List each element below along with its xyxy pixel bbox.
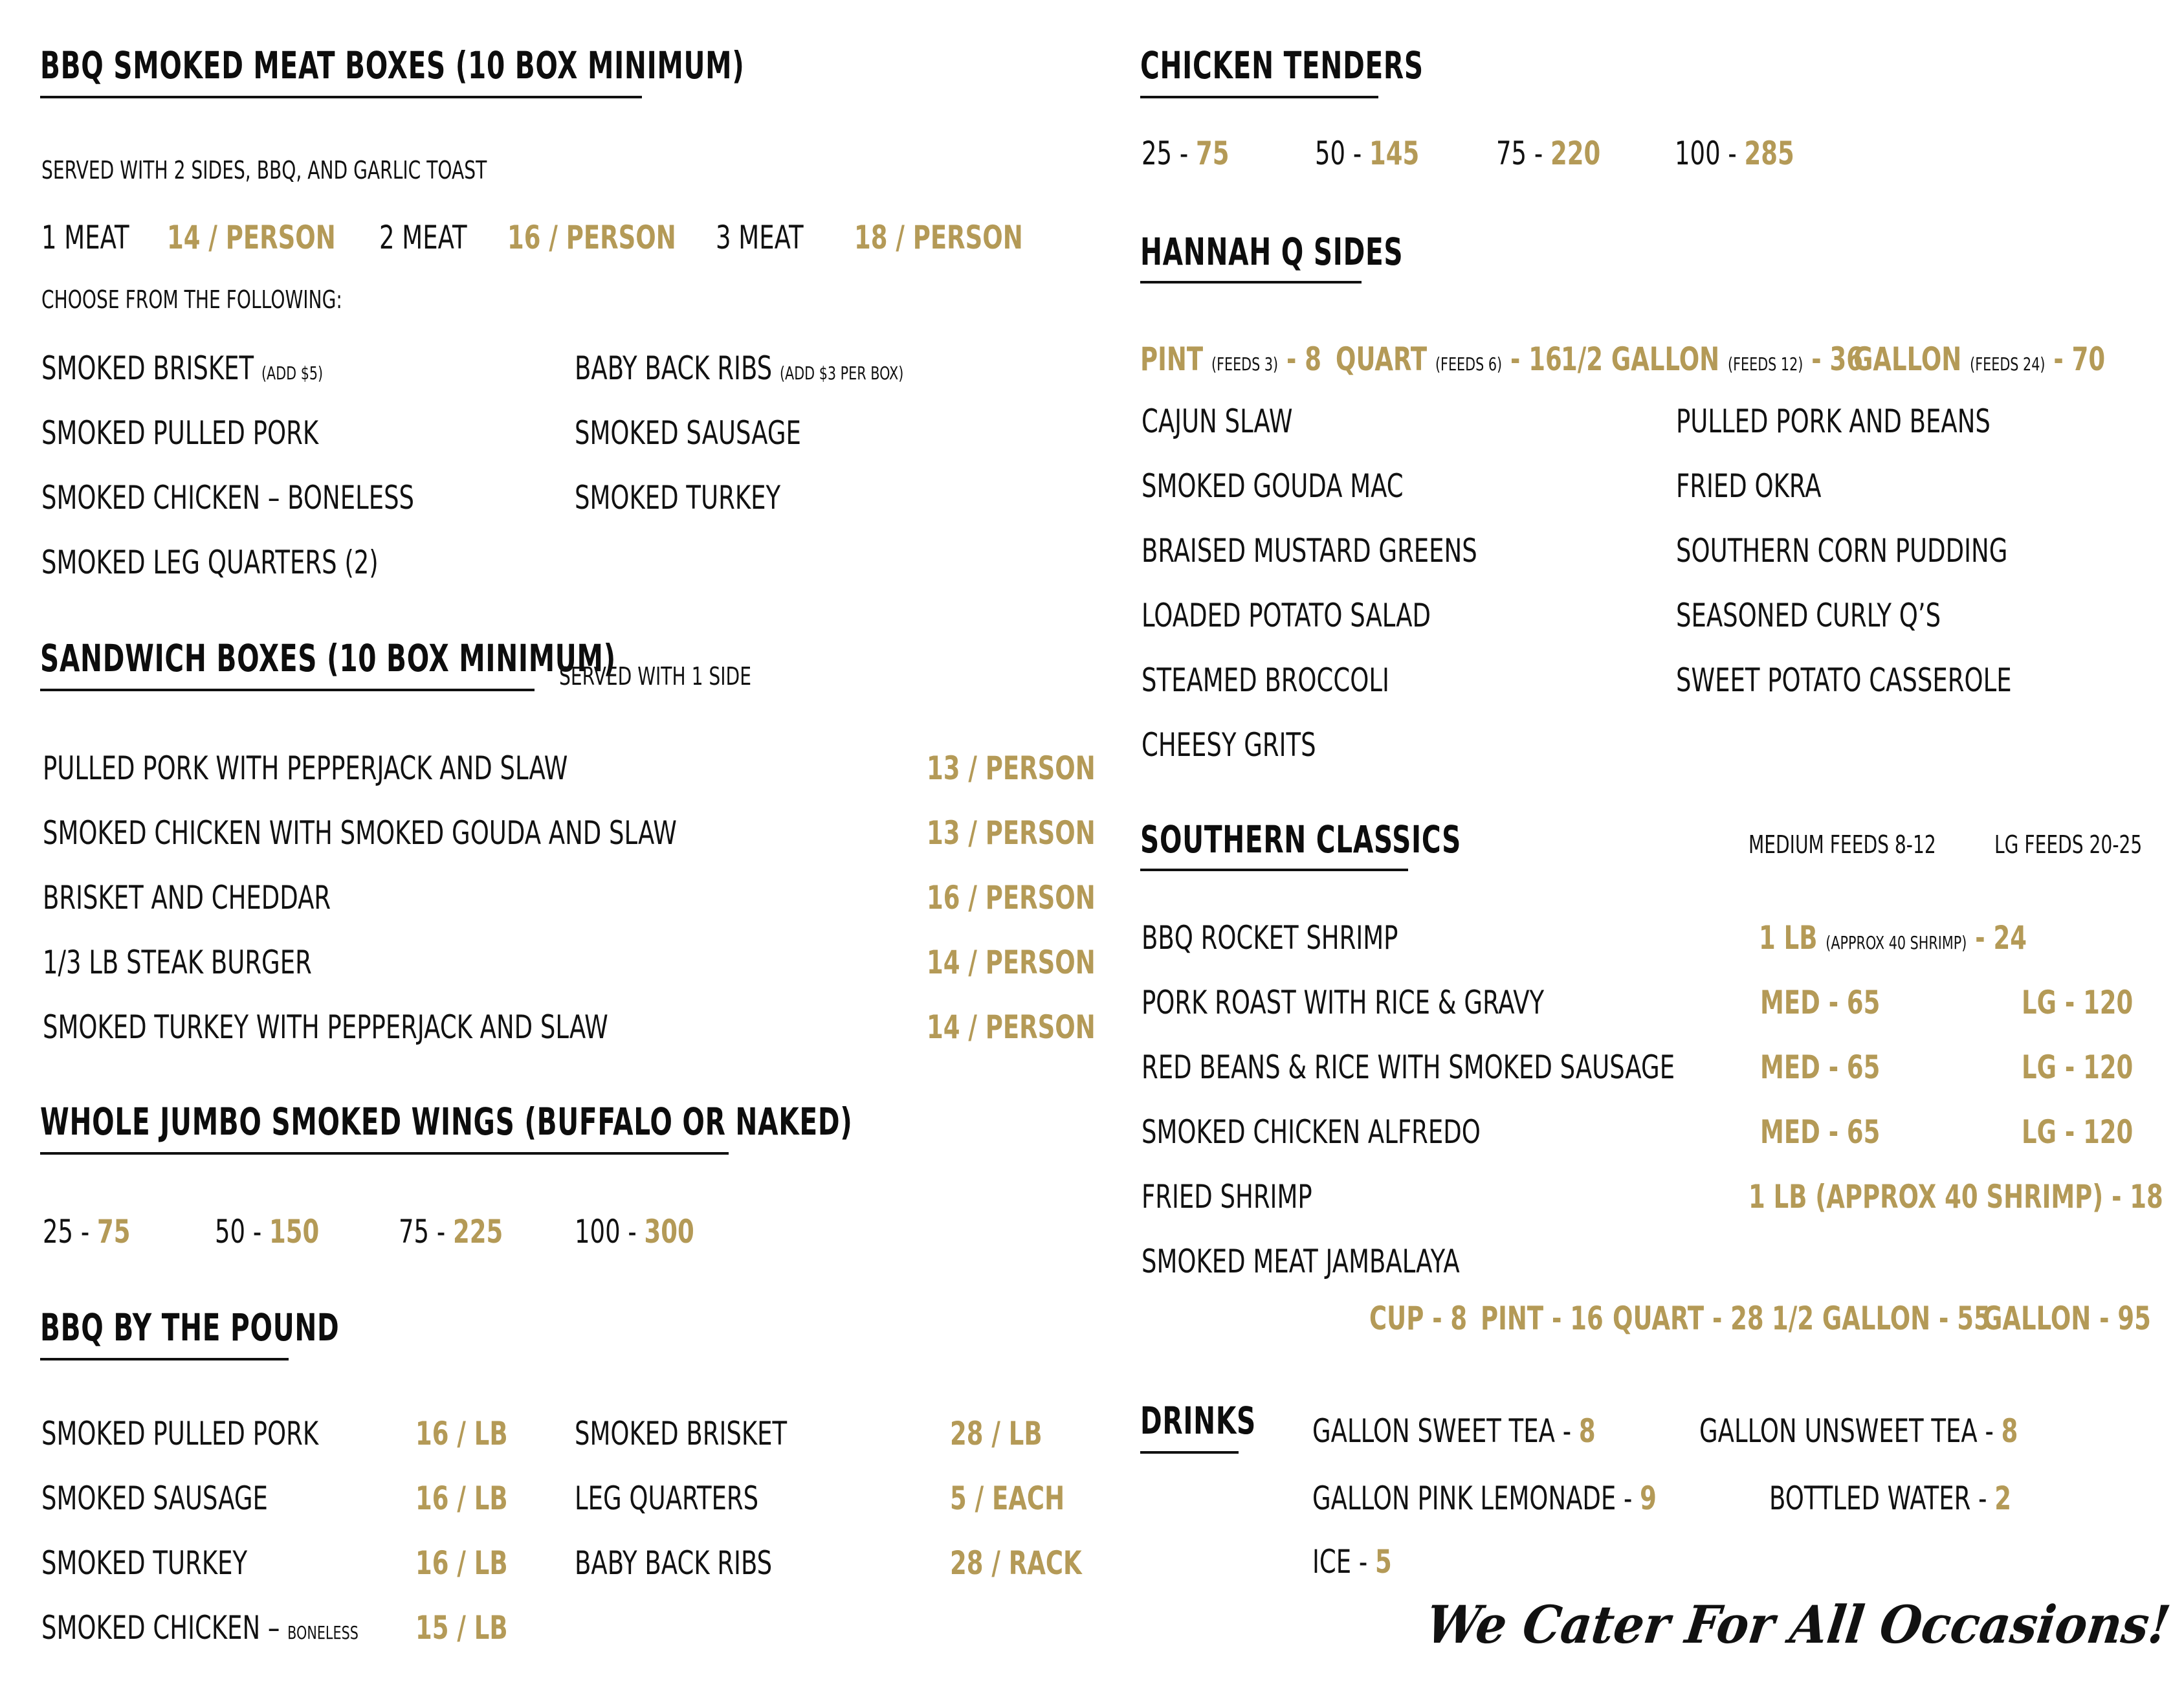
southern-price: 1 LB (APPROX 40 SHRIMP) - 24 — [1759, 919, 2027, 957]
drink-item: ICE - 5 — [1312, 1543, 1392, 1581]
choice-item: BABY BACK RIBS (ADD $3 PER BOX) — [575, 350, 904, 387]
side-item: CHEESY GRITS — [1142, 726, 1316, 764]
sandwich-price: 13 / PERSON — [927, 750, 1096, 787]
sandwich-heading: SANDWICH BOXES (10 BOX MINIMUM) — [40, 636, 616, 680]
sandwich-item: 1/3 LB STEAK BURGER — [43, 944, 312, 981]
side-item: CAJUN SLAW — [1142, 403, 1293, 440]
tier-2-price: 16 / PERSON — [507, 219, 676, 256]
wings-heading: WHOLE JUMBO SMOKED WINGS (BUFFALO OR NAKED) — [40, 1100, 853, 1144]
choice-item: SMOKED PULLED PORK — [41, 414, 319, 452]
side-item: SMOKED GOUDA MAC — [1142, 467, 1404, 505]
pound-price: 15 / LB — [415, 1609, 508, 1647]
jambalaya-size: 1/2 GALLON - 55 — [1772, 1300, 1991, 1337]
side-size-quart: QUART (FEEDS 6) - 16 — [1336, 340, 1562, 378]
sandwich-item: BRISKET AND CHEDDAR — [43, 879, 331, 916]
heading-underline — [1140, 1451, 1239, 1454]
drinks-heading: DRINKS — [1140, 1399, 1256, 1443]
southern-price-med: MED - 65 — [1760, 1049, 1881, 1086]
southern-item: FRIED SHRIMP — [1142, 1178, 1312, 1216]
southern-item: PORK ROAST WITH RICE & GRAVY — [1142, 984, 1545, 1021]
medium-feeds-note: MEDIUM FEEDS 8-12 — [1748, 830, 1936, 859]
tier-3-price: 18 / PERSON — [854, 219, 1023, 256]
jambalaya-size: GALLON - 95 — [1983, 1300, 2151, 1337]
jambalaya-size: QUART - 28 — [1613, 1300, 1764, 1337]
pound-item: LEG QUARTERS — [575, 1480, 759, 1517]
heading-underline — [40, 1358, 289, 1360]
heading-underline — [1140, 869, 1408, 871]
tier-2-label: 2 MEAT — [379, 219, 467, 256]
tenders-tier: 100 - 285 — [1675, 135, 1794, 172]
choose-note: CHOOSE FROM THE FOLLOWING: — [41, 285, 342, 314]
southern-price-lg: LG - 120 — [2022, 1113, 2134, 1151]
sandwich-price: 14 / PERSON — [927, 1008, 1096, 1046]
tenders-heading: CHICKEN TENDERS — [1140, 43, 1424, 87]
pound-price: 28 / LB — [950, 1415, 1042, 1452]
southern-item: RED BEANS & RICE WITH SMOKED SAUSAGE — [1142, 1049, 1675, 1086]
bbq-boxes-heading: BBQ SMOKED MEAT BOXES (10 BOX MINIMUM) — [40, 43, 745, 87]
tenders-tier: 50 - 145 — [1315, 135, 1420, 172]
pound-item: SMOKED TURKEY — [41, 1544, 248, 1582]
tier-1-price: 14 / PERSON — [167, 219, 336, 256]
pound-price: 16 / LB — [415, 1544, 508, 1582]
southern-price-lg: LG - 120 — [2022, 1049, 2134, 1086]
side-item: SWEET POTATO CASSEROLE — [1676, 661, 2012, 699]
southern-item: SMOKED MEAT JAMBALAYA — [1142, 1243, 1460, 1280]
heading-underline — [1140, 281, 1362, 283]
pound-item: SMOKED CHICKEN – BONELESS — [41, 1609, 358, 1647]
southern-price: 1 LB (APPROX 40 SHRIMP) - 18 — [1748, 1178, 2163, 1216]
sandwich-item: SMOKED TURKEY WITH PEPPERJACK AND SLAW — [43, 1008, 608, 1046]
jambalaya-size: CUP - 8 — [1369, 1300, 1468, 1337]
heading-underline — [40, 96, 642, 98]
tier-1-label: 1 MEAT — [41, 219, 129, 256]
jambalaya-size: PINT - 16 — [1481, 1300, 1604, 1337]
southern-price-med: MED - 65 — [1760, 984, 1881, 1021]
wings-tier: 50 - 150 — [215, 1213, 320, 1250]
choice-item: SMOKED SAUSAGE — [575, 414, 801, 452]
heading-underline — [1140, 96, 1378, 98]
sandwich-price: 16 / PERSON — [927, 879, 1096, 916]
wings-tier: 75 - 225 — [399, 1213, 503, 1250]
pound-item: BABY BACK RIBS — [575, 1544, 773, 1582]
tier-3-label: 3 MEAT — [716, 219, 804, 256]
drink-item: GALLON UNSWEET TEA - 8 — [1699, 1412, 2018, 1450]
heading-underline — [40, 689, 535, 691]
side-item: SEASONED CURLY Q’S — [1676, 597, 1941, 634]
wings-tier: 100 - 300 — [575, 1213, 694, 1250]
sandwich-price: 14 / PERSON — [927, 944, 1096, 981]
heading-underline — [40, 1152, 729, 1155]
pound-price: 16 / LB — [415, 1480, 508, 1517]
southern-item: SMOKED CHICKEN ALFREDO — [1142, 1113, 1481, 1151]
southern-price-lg: LG - 120 — [2022, 984, 2134, 1021]
southern-heading: SOUTHERN CLASSICS — [1140, 817, 1462, 861]
large-feeds-note: LG FEEDS 20-25 — [1994, 830, 2143, 859]
choice-item: SMOKED CHICKEN – BONELESS — [41, 479, 415, 516]
side-item: PULLED PORK AND BEANS — [1676, 403, 1991, 440]
choice-item: SMOKED BRISKET (ADD $5) — [41, 350, 324, 387]
tenders-tier: 25 - 75 — [1142, 135, 1230, 172]
pound-price: 28 / RACK — [950, 1544, 1082, 1582]
bbq-boxes-served-with: SERVED WITH 2 SIDES, BBQ, AND GARLIC TOAST — [41, 156, 487, 184]
drink-item: BOTTLED WATER - 2 — [1769, 1480, 2011, 1517]
pound-item: SMOKED BRISKET — [575, 1415, 788, 1452]
by-pound-heading: BBQ BY THE POUND — [40, 1305, 340, 1349]
southern-price-med: MED - 65 — [1760, 1113, 1881, 1151]
side-item: STEAMED BROCCOLI — [1142, 661, 1389, 699]
pound-item: SMOKED PULLED PORK — [41, 1415, 319, 1452]
drink-item: GALLON SWEET TEA - 8 — [1312, 1412, 1596, 1450]
choice-item: SMOKED LEG QUARTERS (2) — [41, 544, 379, 581]
catering-tagline: We Cater For All Occasions! — [1422, 1594, 2174, 1655]
side-item: BRAISED MUSTARD GREENS — [1142, 532, 1477, 570]
sides-heading: HANNAH Q SIDES — [1140, 230, 1404, 274]
side-item: FRIED OKRA — [1676, 467, 1822, 505]
sandwich-price: 13 / PERSON — [927, 814, 1096, 852]
choice-item: SMOKED TURKEY — [575, 479, 781, 516]
sandwich-item: SMOKED CHICKEN WITH SMOKED GOUDA AND SLAW — [43, 814, 677, 852]
side-size-half-gallon: 1/2 GALLON (FEEDS 12) - 36 — [1561, 340, 1864, 378]
side-size-pint: PINT (FEEDS 3) - 8 — [1140, 340, 1322, 378]
pound-price: 5 / EACH — [950, 1480, 1065, 1517]
side-item: LOADED POTATO SALAD — [1142, 597, 1431, 634]
pound-price: 16 / LB — [415, 1415, 508, 1452]
southern-item: BBQ ROCKET SHRIMP — [1142, 919, 1398, 957]
sandwich-note: SERVED WITH 1 SIDE — [559, 662, 751, 691]
tenders-tier: 75 - 220 — [1496, 135, 1601, 172]
wings-tier: 25 - 75 — [43, 1213, 131, 1250]
sandwich-item: PULLED PORK WITH PEPPERJACK AND SLAW — [43, 750, 568, 787]
side-size-gallon: GALLON (FEEDS 24) - 70 — [1853, 340, 2106, 378]
drink-item: GALLON PINK LEMONADE - 9 — [1312, 1480, 1657, 1517]
pound-item: SMOKED SAUSAGE — [41, 1480, 268, 1517]
side-item: SOUTHERN CORN PUDDING — [1676, 532, 2008, 570]
